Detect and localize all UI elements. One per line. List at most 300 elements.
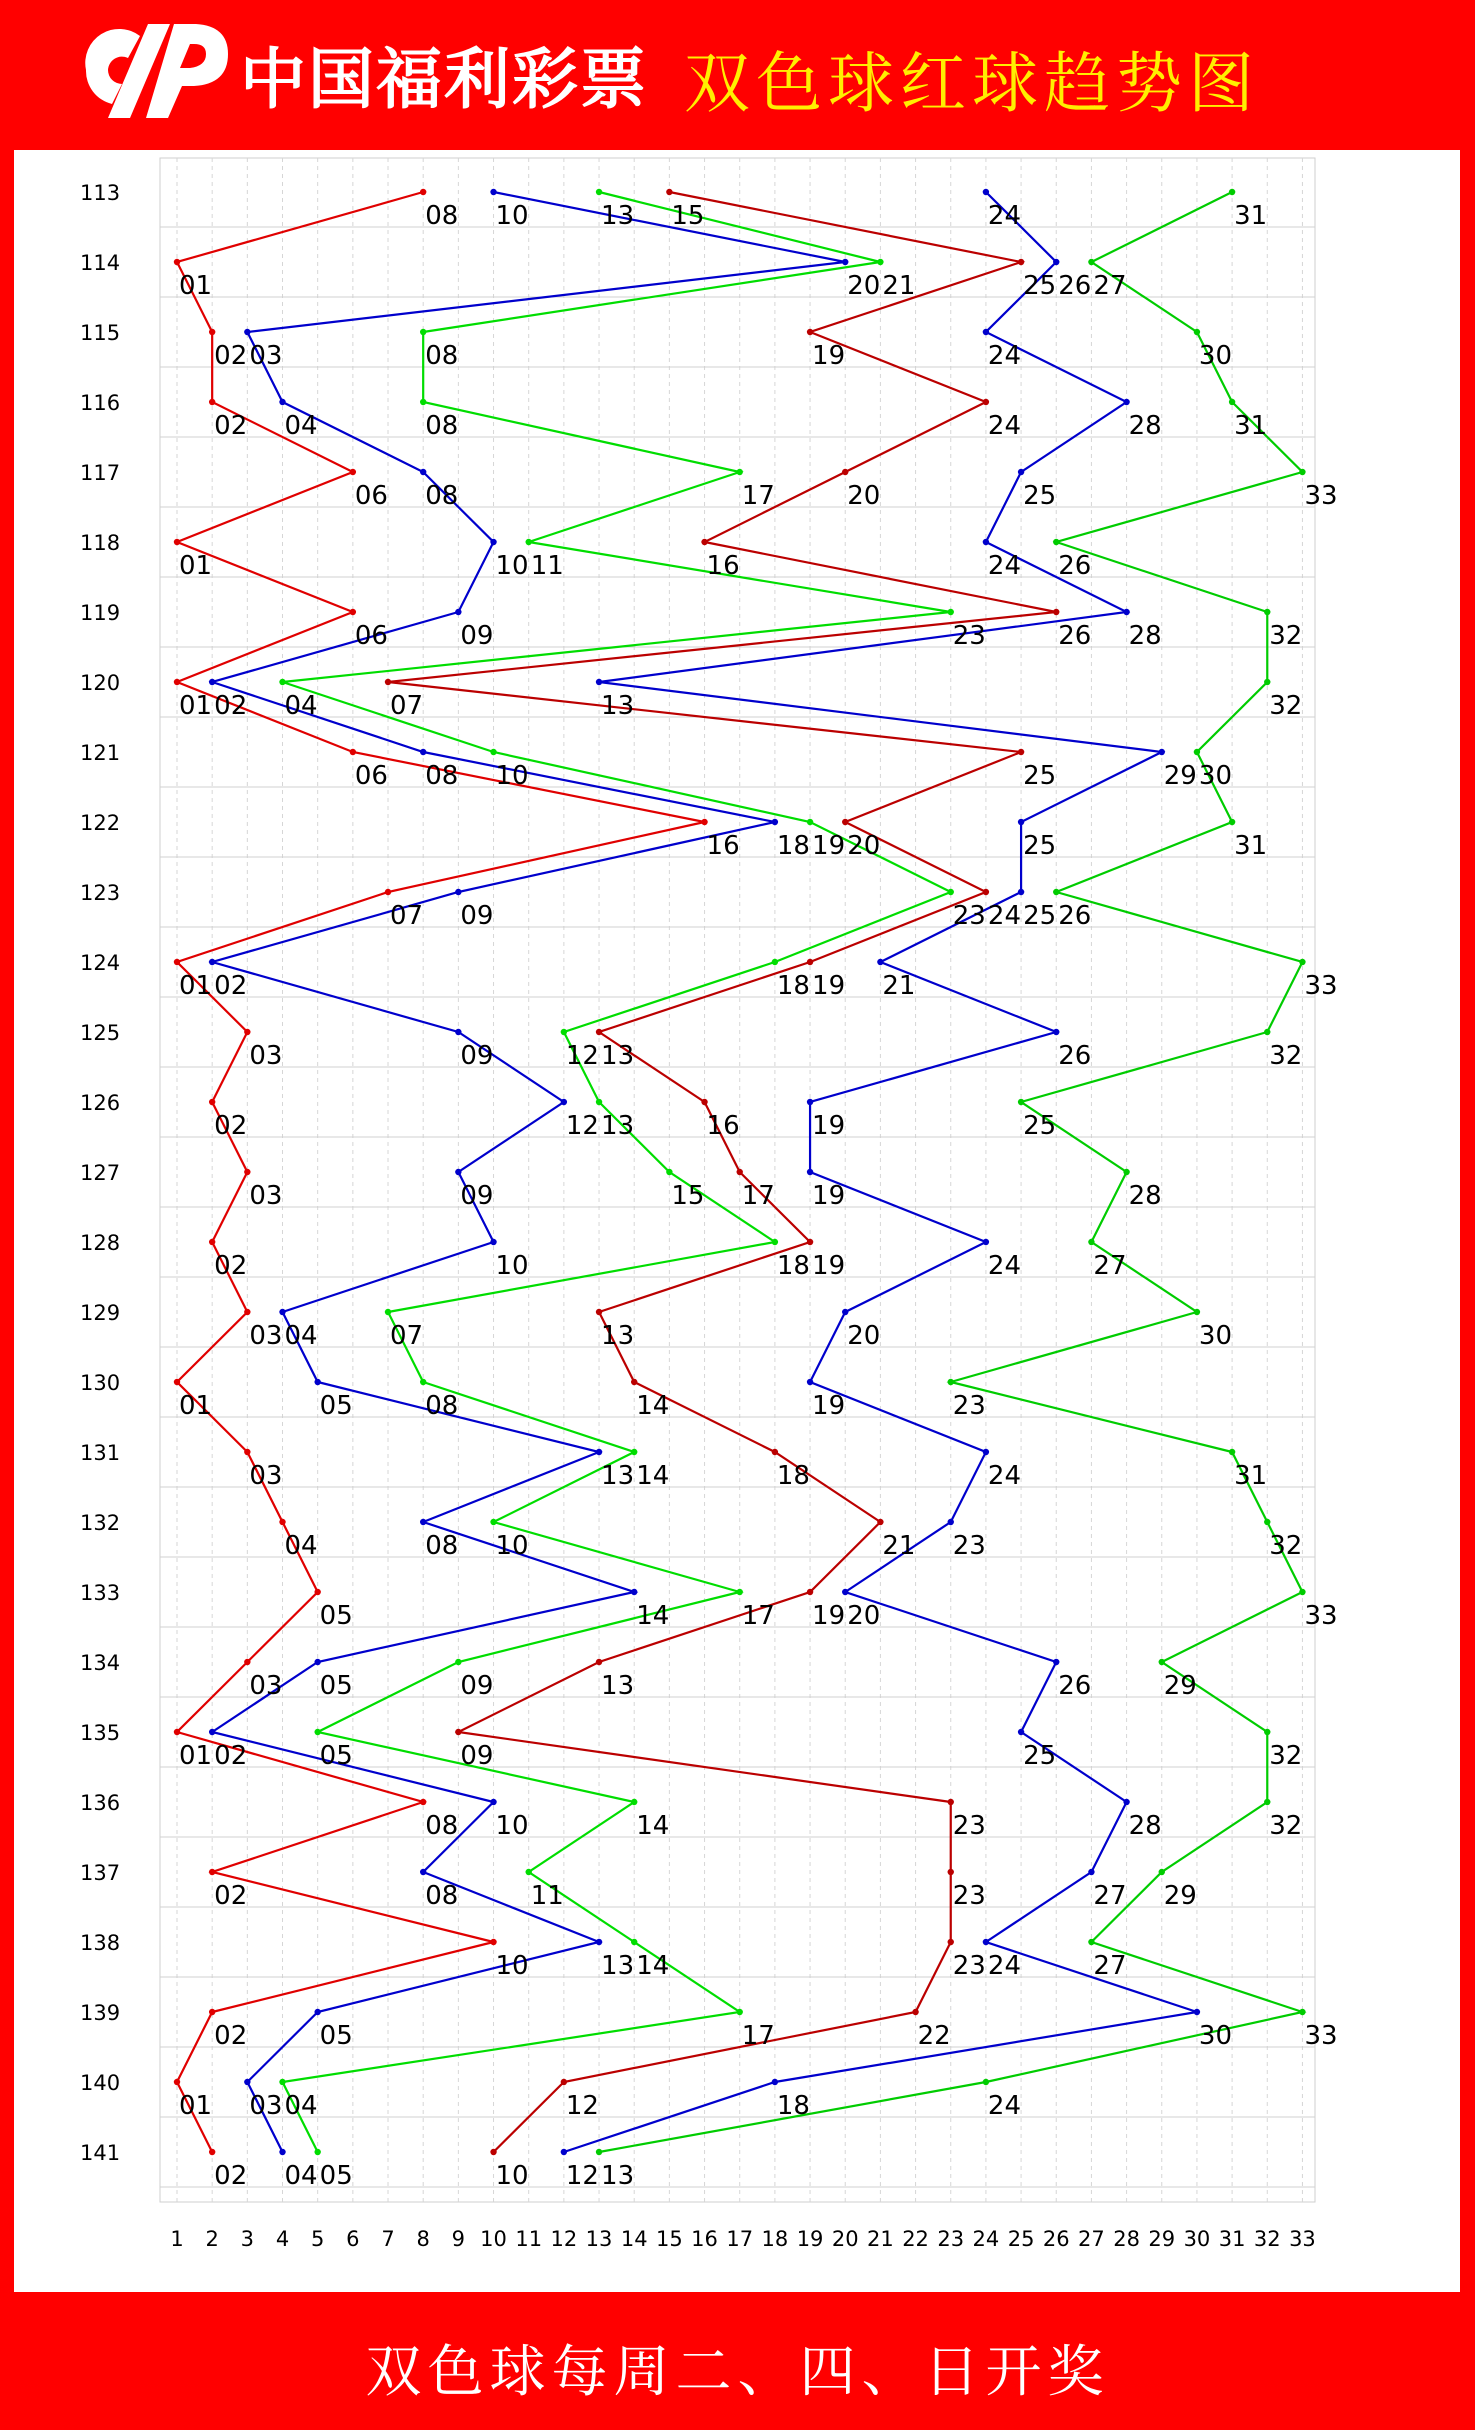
- data-point: [1194, 329, 1200, 335]
- data-point: [596, 1309, 602, 1315]
- x-tick-label: 9: [451, 2227, 466, 2251]
- draw-schedule-text: 双色球每周二、四、日开奖: [365, 2340, 1110, 2405]
- header: [0, 0, 1475, 148]
- data-label: 13: [601, 1321, 635, 1351]
- data-point: [1018, 1729, 1024, 1735]
- data-point: [1123, 609, 1129, 615]
- data-label: 29: [1163, 1671, 1197, 1701]
- data-label: 13: [601, 1671, 635, 1701]
- data-label: 01: [179, 271, 213, 301]
- data-point: [420, 469, 426, 475]
- data-point: [244, 1309, 250, 1315]
- data-label: 11: [530, 1881, 564, 1911]
- data-label: 17: [741, 481, 775, 511]
- data-point: [1264, 679, 1270, 685]
- x-tick-label: 13: [585, 2227, 613, 2251]
- data-label: 18: [776, 971, 810, 1001]
- period-label: 132: [80, 1511, 121, 1535]
- x-tick-label: 12: [550, 2227, 578, 2251]
- data-label: 04: [284, 1531, 318, 1561]
- data-label: 14: [636, 1951, 670, 1981]
- data-label: 32: [1269, 621, 1303, 651]
- data-label: 08: [425, 1531, 459, 1561]
- data-point: [772, 959, 778, 965]
- data-point: [455, 609, 461, 615]
- period-label: 125: [80, 1021, 121, 1045]
- data-point: [1018, 749, 1024, 755]
- data-point: [596, 1449, 602, 1455]
- data-point: [596, 679, 602, 685]
- data-label: 17: [741, 1181, 775, 1211]
- period-label: 115: [80, 321, 121, 345]
- data-point: [174, 2079, 180, 2085]
- data-point: [631, 1799, 637, 1805]
- data-point: [842, 469, 848, 475]
- x-tick-label: 8: [416, 2227, 430, 2251]
- data-point: [948, 889, 954, 895]
- data-point: [279, 2079, 285, 2085]
- data-label: 08: [425, 481, 459, 511]
- data-label: 33: [1304, 971, 1338, 1001]
- data-point: [561, 1099, 567, 1105]
- data-point: [350, 749, 356, 755]
- data-label: 26: [1058, 271, 1092, 301]
- data-point: [1264, 1799, 1270, 1805]
- data-label: 03: [249, 1181, 283, 1211]
- data-point: [1229, 189, 1235, 195]
- data-label: 10: [495, 761, 529, 791]
- data-label: 32: [1269, 1741, 1303, 1771]
- data-point: [244, 1659, 250, 1665]
- data-point: [983, 1939, 989, 1945]
- data-point: [807, 1169, 813, 1175]
- data-point: [1088, 259, 1094, 265]
- data-point: [1018, 819, 1024, 825]
- data-point: [877, 259, 883, 265]
- data-label: 23: [952, 1951, 986, 1981]
- x-tick-label: 24: [972, 2227, 1000, 2251]
- data-label: 19: [812, 971, 846, 1001]
- data-point: [490, 1519, 496, 1525]
- x-tick-label: 22: [902, 2227, 929, 2251]
- data-label: 33: [1304, 2021, 1338, 2051]
- data-point: [420, 749, 426, 755]
- data-label: 02: [214, 971, 248, 1001]
- period-label: 118: [80, 531, 121, 555]
- data-point: [737, 1169, 743, 1175]
- x-tick-label: 2: [205, 2227, 219, 2251]
- data-point: [1159, 1869, 1165, 1875]
- data-label: 29: [1163, 761, 1197, 791]
- data-point: [772, 1449, 778, 1455]
- data-label: 01: [179, 971, 213, 1001]
- data-label: 08: [425, 1391, 459, 1421]
- period-label: 116: [80, 391, 121, 415]
- data-point: [209, 1869, 215, 1875]
- data-point: [350, 609, 356, 615]
- period-label: 137: [80, 1861, 121, 1885]
- period-label: 119: [80, 601, 121, 625]
- data-point: [1018, 1099, 1024, 1105]
- data-point: [948, 1869, 954, 1875]
- data-label: 05: [319, 1741, 353, 1771]
- data-label: 24: [987, 551, 1022, 581]
- data-point: [983, 889, 989, 895]
- period-label: 138: [80, 1931, 121, 1955]
- data-label: 08: [425, 1811, 459, 1841]
- data-point: [631, 1379, 637, 1385]
- x-tick-label: 33: [1289, 2227, 1316, 2251]
- data-point: [244, 1449, 250, 1455]
- data-label: 30: [1198, 1321, 1233, 1351]
- data-label: 28: [1128, 1811, 1162, 1841]
- data-point: [596, 2149, 602, 2155]
- data-point: [420, 189, 426, 195]
- data-label: 32: [1269, 1531, 1303, 1561]
- data-label: 14: [636, 1601, 670, 1631]
- data-point: [807, 819, 813, 825]
- data-label: 19: [812, 1391, 846, 1421]
- data-point: [561, 2079, 567, 2085]
- data-point: [1264, 1029, 1270, 1035]
- data-point: [561, 2149, 567, 2155]
- data-point: [596, 1029, 602, 1035]
- data-label: 11: [530, 551, 564, 581]
- data-point: [983, 1449, 989, 1455]
- data-point: [490, 1799, 496, 1805]
- data-label: 02: [214, 1111, 248, 1141]
- data-label: 12: [565, 1111, 599, 1141]
- data-point: [455, 1029, 461, 1035]
- data-label: 24: [987, 411, 1022, 441]
- data-point: [772, 819, 778, 825]
- data-point: [948, 1379, 954, 1385]
- data-label: 19: [812, 341, 846, 371]
- data-label: 25: [1023, 761, 1057, 791]
- period-labels: [80, 181, 120, 2165]
- data-label: 18: [776, 1461, 810, 1491]
- data-point: [1299, 1589, 1305, 1595]
- data-point: [279, 399, 285, 405]
- data-label: 28: [1128, 411, 1162, 441]
- data-label: 19: [812, 831, 846, 861]
- data-label: 27: [1093, 271, 1127, 301]
- data-label: 23: [952, 1881, 986, 1911]
- data-point: [807, 1379, 813, 1385]
- data-point: [737, 1589, 743, 1595]
- data-point: [385, 1309, 391, 1315]
- data-label: 13: [601, 1951, 635, 1981]
- data-point: [1229, 399, 1235, 405]
- data-label: 31: [1234, 411, 1268, 441]
- data-label: 02: [214, 2021, 248, 2051]
- data-label: 13: [601, 2161, 635, 2191]
- data-point: [737, 469, 743, 475]
- data-point: [948, 609, 954, 615]
- x-tick-label: 32: [1253, 2227, 1281, 2251]
- data-point: [877, 1519, 883, 1525]
- data-label: 25: [1023, 1741, 1057, 1771]
- data-point: [807, 329, 813, 335]
- data-point: [314, 1379, 320, 1385]
- data-label: 24: [987, 901, 1022, 931]
- data-point: [1053, 539, 1059, 545]
- data-point: [279, 1519, 285, 1525]
- data-label: 09: [460, 621, 494, 651]
- data-point: [948, 1519, 954, 1525]
- data-point: [385, 889, 391, 895]
- data-point: [1299, 2009, 1305, 2015]
- period-label: 131: [80, 1441, 121, 1465]
- data-point: [209, 2149, 215, 2155]
- data-point: [174, 959, 180, 965]
- data-label: 03: [249, 1321, 283, 1351]
- data-label: 16: [706, 1111, 740, 1141]
- data-label: 12: [565, 2161, 599, 2191]
- data-label: 13: [601, 201, 635, 231]
- data-label: 19: [812, 1601, 846, 1631]
- data-label: 16: [706, 831, 740, 861]
- data-point: [948, 1939, 954, 1945]
- data-label: 18: [776, 2091, 810, 2121]
- data-label: 21: [882, 971, 916, 1001]
- data-label: 10: [495, 201, 529, 231]
- x-tick-label: 4: [275, 2227, 290, 2251]
- data-label: 05: [319, 2021, 353, 2051]
- data-label: 33: [1304, 481, 1338, 511]
- data-point: [279, 679, 285, 685]
- data-point: [983, 539, 989, 545]
- data-point: [561, 1029, 567, 1035]
- data-label: 24: [987, 201, 1022, 231]
- data-label: 02: [214, 691, 248, 721]
- data-label: 30: [1198, 761, 1233, 791]
- data-label: 10: [495, 2161, 529, 2191]
- period-label: 139: [80, 2001, 121, 2025]
- data-point: [596, 1099, 602, 1105]
- period-label: 122: [80, 811, 121, 835]
- data-label: 25: [1023, 271, 1057, 301]
- data-label: 01: [179, 1391, 213, 1421]
- data-point: [701, 1099, 707, 1105]
- period-label: 140: [80, 2071, 121, 2095]
- period-label: 121: [80, 741, 121, 765]
- data-label: 10: [495, 1951, 529, 1981]
- data-label: 02: [214, 341, 248, 371]
- data-point: [842, 259, 848, 265]
- x-tick-label: 18: [761, 2227, 789, 2251]
- data-point: [209, 959, 215, 965]
- period-label: 129: [80, 1301, 121, 1325]
- data-label: 19: [812, 1111, 846, 1141]
- data-point: [631, 1589, 637, 1595]
- data-point: [1123, 1169, 1129, 1175]
- data-point: [1053, 1659, 1059, 1665]
- data-point: [526, 1869, 532, 1875]
- chart-title: 双色球红球趋势图: [684, 45, 1260, 122]
- data-label: 01: [179, 551, 213, 581]
- data-point: [314, 1659, 320, 1665]
- data-point: [350, 469, 356, 475]
- data-point: [279, 2149, 285, 2155]
- data-label: 08: [425, 411, 459, 441]
- data-point: [385, 679, 391, 685]
- x-tick-label: 19: [796, 2227, 824, 2251]
- data-point: [596, 1659, 602, 1665]
- data-point: [314, 1589, 320, 1595]
- period-label: 124: [80, 951, 121, 975]
- data-label: 05: [319, 1671, 353, 1701]
- x-tick-label: 30: [1183, 2227, 1211, 2251]
- data-label: 14: [636, 1461, 670, 1491]
- data-point: [1299, 959, 1305, 965]
- data-point: [420, 1519, 426, 1525]
- x-tick-label: 15: [656, 2227, 683, 2251]
- data-label: 12: [565, 1041, 599, 1071]
- data-label: 10: [495, 551, 529, 581]
- data-point: [455, 889, 461, 895]
- data-label: 24: [987, 2091, 1022, 2121]
- data-point: [209, 399, 215, 405]
- data-point: [666, 1169, 672, 1175]
- data-label: 20: [847, 1601, 881, 1631]
- data-point: [420, 1869, 426, 1875]
- x-tick-label: 5: [310, 2227, 325, 2251]
- data-point: [455, 1729, 461, 1735]
- period-label: 130: [80, 1371, 121, 1395]
- data-point: [1194, 749, 1200, 755]
- x-tick-label: 29: [1148, 2227, 1176, 2251]
- data-label: 20: [847, 831, 881, 861]
- data-point: [1018, 469, 1024, 475]
- data-point: [877, 959, 883, 965]
- data-label: 33: [1304, 1601, 1338, 1631]
- data-point: [772, 2079, 778, 2085]
- data-point: [490, 189, 496, 195]
- data-point: [631, 1449, 637, 1455]
- period-label: 133: [80, 1581, 121, 1605]
- x-tick-label: 26: [1042, 2227, 1070, 2251]
- footer: [0, 2300, 1475, 2430]
- data-point: [1018, 889, 1024, 895]
- data-point: [983, 189, 989, 195]
- data-point: [420, 399, 426, 405]
- data-label: 03: [249, 341, 283, 371]
- data-point: [737, 2009, 743, 2015]
- data-point: [314, 2149, 320, 2155]
- data-label: 15: [671, 201, 705, 231]
- data-point: [772, 1239, 778, 1245]
- data-label: 17: [741, 1601, 775, 1631]
- data-point: [209, 679, 215, 685]
- data-label: 30: [1198, 2021, 1233, 2051]
- data-label: 01: [179, 1741, 213, 1771]
- x-tick-label: 1: [170, 2227, 184, 2251]
- data-label: 08: [425, 761, 459, 791]
- data-label: 04: [284, 1321, 318, 1351]
- data-label: 07: [390, 691, 424, 721]
- data-label: 09: [460, 1181, 494, 1211]
- data-point: [842, 819, 848, 825]
- data-label: 18: [776, 831, 810, 861]
- data-label: 20: [847, 271, 881, 301]
- data-point: [420, 329, 426, 335]
- data-point: [490, 1939, 496, 1945]
- data-point: [209, 329, 215, 335]
- data-point: [807, 959, 813, 965]
- brand-name: 中国福利彩票: [240, 41, 648, 118]
- data-label: 23: [952, 901, 986, 931]
- data-label: 23: [952, 1531, 986, 1561]
- data-point: [174, 1379, 180, 1385]
- data-point: [1194, 2009, 1200, 2015]
- data-point: [1229, 1449, 1235, 1455]
- data-label: 27: [1093, 1881, 1127, 1911]
- data-point: [1053, 609, 1059, 615]
- data-point: [807, 1099, 813, 1105]
- data-point: [1088, 1239, 1094, 1245]
- data-point: [314, 2009, 320, 2015]
- data-label: 04: [284, 411, 318, 441]
- data-point: [1159, 1659, 1165, 1665]
- chart-panel: [0, 148, 1475, 2298]
- data-label: 26: [1058, 1041, 1092, 1071]
- data-point: [631, 1939, 637, 1945]
- data-label: 15: [671, 1181, 705, 1211]
- x-tick-label: 6: [346, 2227, 360, 2251]
- data-label: 23: [952, 1391, 986, 1421]
- data-label: 14: [636, 1811, 670, 1841]
- data-point: [701, 819, 707, 825]
- data-label: 26: [1058, 621, 1092, 651]
- data-label: 07: [390, 901, 424, 931]
- data-point: [1264, 1729, 1270, 1735]
- period-label: 134: [80, 1651, 121, 1675]
- data-label: 13: [601, 1461, 635, 1491]
- data-label: 12: [565, 2091, 599, 2121]
- data-point: [174, 259, 180, 265]
- data-label: 32: [1269, 1811, 1303, 1841]
- data-label: 31: [1234, 1461, 1268, 1491]
- data-point: [1299, 469, 1305, 475]
- period-label: 136: [80, 1791, 121, 1815]
- data-point: [983, 1239, 989, 1245]
- data-point: [209, 1729, 215, 1735]
- data-point: [526, 539, 532, 545]
- data-point: [983, 399, 989, 405]
- data-label: 08: [425, 201, 459, 231]
- data-label: 14: [636, 1391, 670, 1421]
- data-label: 02: [214, 1881, 248, 1911]
- data-point: [209, 2009, 215, 2015]
- period-label: 135: [80, 1721, 121, 1745]
- data-label: 32: [1269, 1041, 1303, 1071]
- data-point: [1264, 609, 1270, 615]
- data-label: 26: [1058, 901, 1092, 931]
- data-point: [244, 1029, 250, 1035]
- data-point: [1053, 1029, 1059, 1035]
- data-label: 13: [601, 1041, 635, 1071]
- data-point: [1159, 749, 1165, 755]
- data-point: [244, 329, 250, 335]
- x-tick-label: 11: [515, 2227, 543, 2251]
- period-label: 141: [80, 2141, 121, 2165]
- data-label: 25: [1023, 901, 1057, 931]
- data-label: 04: [284, 691, 318, 721]
- x-tick-label: 31: [1218, 2227, 1246, 2251]
- data-label: 24: [987, 341, 1022, 371]
- x-tick-label: 16: [691, 2227, 718, 2251]
